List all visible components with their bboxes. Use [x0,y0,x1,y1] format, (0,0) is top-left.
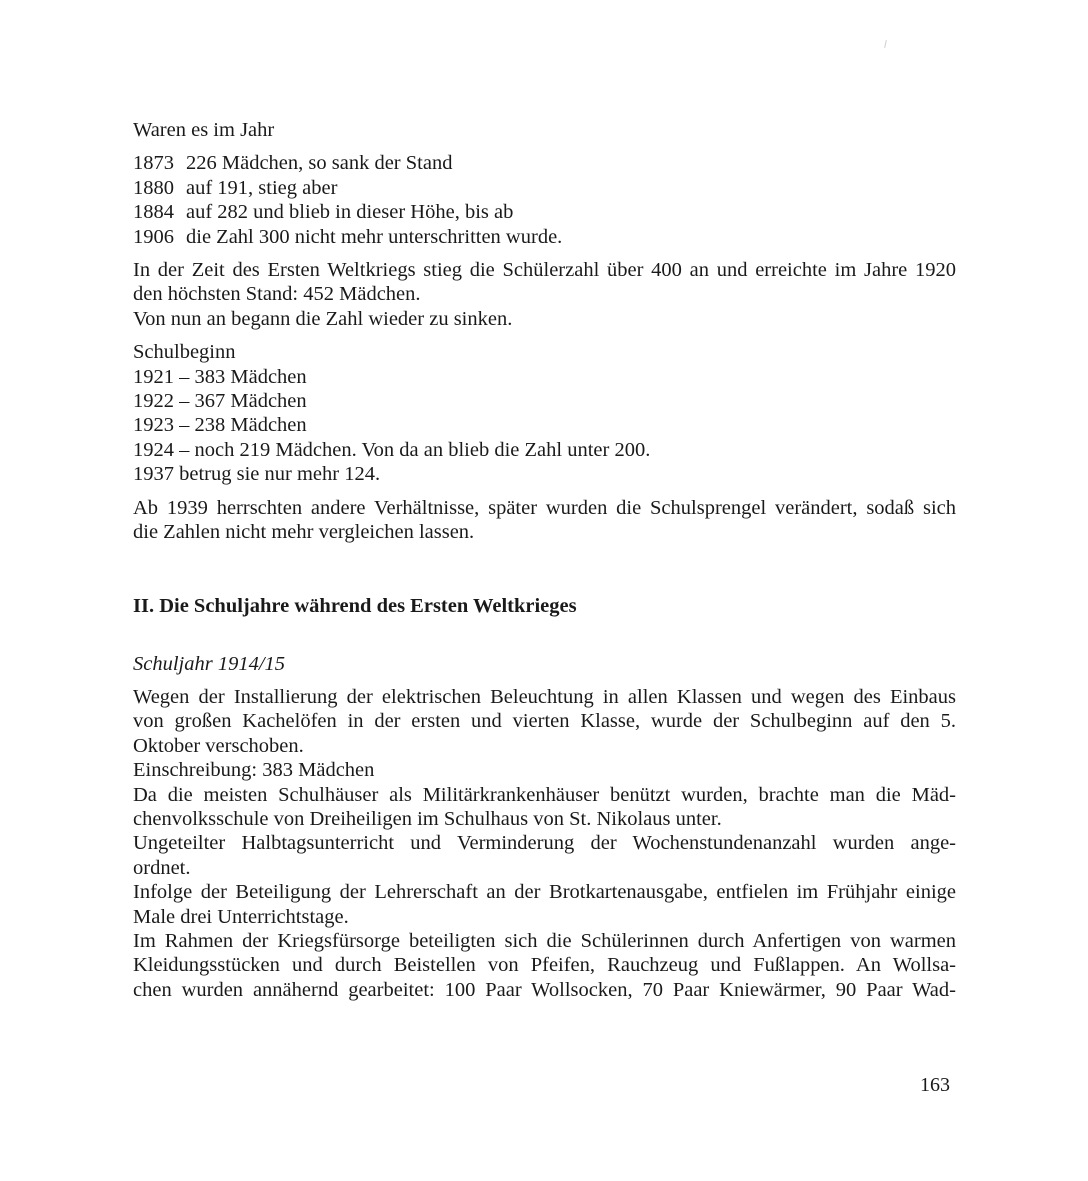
list-item: 1937 betrug sie nur mehr 124. [133,463,381,486]
list-item: 1922 – 367 Mädchen [133,390,307,413]
text-line: Von nun an begann die Zahl wieder zu sinken. [133,307,513,330]
schulbeginn-list [133,340,956,486]
text-line: Kleidungsstücken und durch Beistellen von Pfeifen, Rauchzeug und Fußlappen. An Wollsa- [133,954,956,977]
year: 1884 [133,201,174,224]
intro-line: Waren es im Jahr [133,119,275,141]
text-line: Ab 1939 herrschten andere Verhältnisse, später wurden die Schulsprengel verändert, sodaß sich [133,496,956,519]
year-row [133,200,956,224]
year-row [133,225,956,249]
list-item: 1924 – noch 219 Mädchen. Von da an blieb die Zahl unter 200. [133,438,651,461]
text-line: Oktober verschoben. [133,734,304,757]
year-text: auf 191, stieg aber [186,176,338,199]
text-line: ordnet. [133,856,191,879]
text-line: Infolge der Beteiligung der Lehrerschaft an der Brotkartenausgabe, entfielen im Frühjahr einige [133,881,956,904]
schulbeginn-label: Schulbeginn [133,341,236,364]
text-line: In der Zeit des Ersten Weltkriegs stieg die Schülerzahl über 400 an und erreichte im Jahre 1920 [133,259,956,282]
text-line: die Zahlen nicht mehr vergleichen lassen. [133,521,475,544]
body-paragraph [133,685,956,1002]
year-text: 226 Mädchen, so sank der Stand [186,152,453,175]
years-list [133,151,956,249]
page-number: 163 [920,1074,950,1096]
text-line: von großen Kachelöfen in der ersten und vierten Klasse, wurde der Schulbeginn auf den 5. [133,710,956,733]
text-line: Ungeteilter Halbtagsunterricht und Verminderung der Wochenstundenanzahl wurden ange- [133,832,956,855]
statistics-section [133,118,956,545]
text-line: Male drei Unterrichtstage. [133,905,349,928]
list-item: 1921 – 383 Mädchen [133,365,307,388]
text-line: Wegen der Installierung der elektrischen Beleuchtung in allen Klassen und wegen des Einbaus [133,686,956,708]
year: 1906 [133,225,174,248]
text-line: chen wurden annähernd gearbeitet: 100 Paar Wollsocken, 70 Paar Kniewärmer, 90 Paar Wad- [133,978,956,1001]
text-line: Da die meisten Schulhäuser als Militärkrankenhäuser benützt wurden, brachte man die Mäd- [133,783,956,806]
text-line: den höchsten Stand: 452 Mädchen. [133,283,421,306]
year-text: auf 282 und blieb in dieser Höhe, bis ab [186,201,514,224]
scan-speck [884,40,887,48]
year: 1873 [133,152,174,175]
subsection-heading: Schuljahr 1914/15 [133,653,286,675]
year-row [133,176,956,200]
list-item: 1923 – 238 Mädchen [133,414,307,437]
year-text: die Zahl 300 nicht mehr unterschritten wurde. [186,225,563,248]
text-line: Im Rahmen der Kriegsfürsorge beteiligten sich die Schülerinnen durch Anfertigen von warmen [133,930,956,953]
ab1939-paragraph [133,496,956,545]
text-line: Einschreibung: 383 Mädchen [133,759,375,782]
war-paragraph [133,258,956,331]
year: 1880 [133,176,174,199]
year-row [133,151,956,175]
text-line: chenvolksschule von Dreiheiligen im Schulhaus von St. Nikolaus unter. [133,808,722,831]
section-heading: II. Die Schuljahre während des Ersten Weltkrieges [133,595,577,617]
